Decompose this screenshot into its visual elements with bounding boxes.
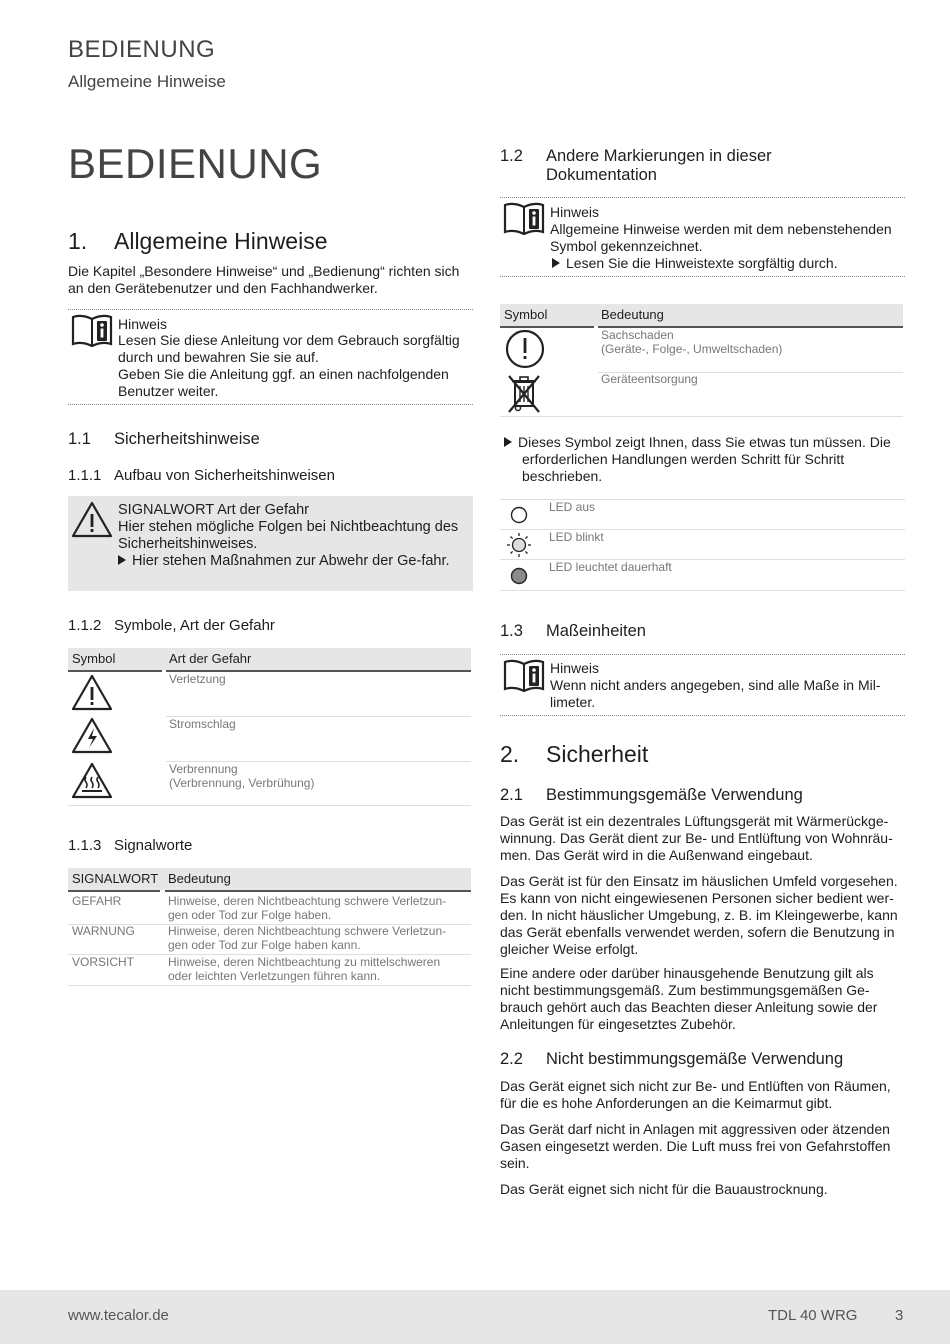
running-header-subtitle: Allgemeine Hinweise	[68, 72, 226, 91]
section-1-1-2-heading: 1.1.2 Symbole, Art der Gefahr	[68, 617, 275, 634]
paragraph: Das Gerät eignet sich nicht für die Bauaustrocknung.	[500, 1181, 828, 1197]
note-title: Hinweis	[550, 660, 600, 676]
action-arrow-icon	[552, 258, 560, 268]
action-arrow-icon	[118, 555, 126, 565]
paragraph: Eine andere oder darüber hinausgehende Benutzung gilt als nicht bestimmungsgemäß. Zum bestimmungsgemäßen Ge-brauch gehört auch das Beachten dieser Anleitung sowie der Anleitungen für eingesetztes Zubehör.	[500, 965, 878, 1032]
signal-word: WARNUNG	[72, 924, 135, 938]
section-1-2-heading: 1.2 Andere Markierungen in dieser	[500, 147, 772, 165]
table-header-meaning: Bedeutung	[601, 307, 664, 322]
section-1-1-1-heading: 1.1.1 Aufbau von Sicherheitshinweisen	[68, 467, 335, 484]
note-text: Wenn nicht anders angegeben, sind alle Maße in Mil-limeter.	[550, 677, 881, 710]
table-header-danger: Art der Gefahr	[169, 651, 252, 666]
danger-label: Verletzung	[169, 672, 226, 686]
paragraph: Das Gerät darf nicht in Anlagen mit aggressiven oder ätzenden Gasen eingesetzt werden. Die Luft muss frei von Gefahrstoffen sein.	[500, 1121, 891, 1171]
note-text-1: Lesen Sie diese Anleitung vor dem Gebrauch sorgfältig durch und bewahren Sie sie auf.	[118, 332, 460, 365]
section-1-3-heading: 1.3 Maßeinheiten	[500, 622, 646, 640]
signal-meaning: Hinweise, deren Nichtbeachtung schwere Verletzun-	[168, 924, 447, 938]
action-instruction: Dieses Symbol zeigt Ihnen, dass Sie etwas tun müssen. Die erforderlichen Handlungen werden Schritt für Schritt beschrieben.	[504, 434, 922, 485]
signal-word-title: SIGNALWORT Art der Gefahr	[118, 502, 309, 518]
book-info-icon	[70, 313, 114, 354]
table-header-bg	[68, 648, 471, 670]
action-arrow-icon	[504, 437, 512, 447]
hot-surface-icon	[70, 761, 114, 806]
footer-website-link[interactable]: www.tecalor.de	[68, 1307, 169, 1324]
warning-triangle-icon	[70, 500, 114, 545]
led-label: LED aus	[549, 500, 596, 514]
table-header-meaning: Bedeutung	[168, 871, 231, 886]
section-number: 1.	[68, 228, 88, 254]
signal-word-action: Hier stehen Maßnahmen zur Abwehr der Ge-fahr.	[118, 553, 476, 570]
section-2-2-heading: 2.2 Nicht bestimmungsgemäße Verwendung	[500, 1050, 844, 1068]
danger-label: Verbrennung	[169, 762, 238, 776]
note-title: Hinweis	[550, 204, 600, 220]
table-header-symbol: Symbol	[504, 307, 548, 322]
note-text-2: Geben Sie die Anleitung ggf. an einen nachfolgenden Benutzer weiter.	[118, 366, 449, 399]
footer-page-number: 3	[895, 1307, 904, 1324]
divider	[68, 309, 473, 310]
paragraph: Das Gerät eignet sich nicht zur Be- und Entlüften von Räumen, für die es hohe Anforderungen an die Keimarmut gibt.	[500, 1078, 891, 1111]
meaning-label: Sachschaden	[601, 328, 674, 342]
section-2-heading: 2. Sicherheit	[500, 741, 649, 767]
table-header-bg	[500, 304, 903, 326]
section-1-heading	[68, 228, 328, 255]
section-1-2-heading-line2: Dokumentation	[546, 166, 657, 184]
footer-model: TDL 40 WRG	[768, 1307, 858, 1324]
paragraph: Das Gerät ist ein dezentrales Lüftungsgerät mit Wärmerückge-winnung. Das Gerät dient zur Be- und Entlüftung von Wohnräu-men. Das Gerät wird in die Außenwand eingebaut.	[500, 813, 893, 863]
table-header-signalword: SIGNALWORT	[72, 871, 159, 886]
section-title: Allgemeine Hinweise	[114, 228, 328, 254]
electric-shock-icon	[70, 716, 114, 761]
meaning-label: Geräteentsorgung	[601, 372, 698, 386]
book-info-icon	[502, 201, 546, 242]
page-title: BEDIENUNG	[68, 140, 323, 187]
paragraph: Das Gerät ist für den Einsatz im häuslichen Umfeld vorgesehen. Es kann von nicht eingewiesenen Personen sicher bedient wer-den. In nicht häuslicher Umgebung, z. B. im Kleingewerbe, kann das Gerät ebenfalls verwendet werden, sofern die Benutzung in gleicher Weise erfolgt.	[500, 873, 898, 957]
signal-word: VORSICHT	[72, 955, 135, 969]
exclamation-circle-icon	[504, 328, 546, 375]
signal-meaning: gen oder Tod zur Folge haben kann.	[168, 938, 361, 952]
section-2-1-heading: 2.1 Bestimmungsgemäße Verwendung	[500, 786, 803, 804]
signal-word-consequence: Hier stehen mögliche Folgen bei Nichtbeachtung des Sicherheitshinweises.	[118, 519, 459, 552]
divider	[68, 404, 473, 405]
led-label: LED leuchtet dauerhaft	[549, 560, 672, 574]
note-title: Hinweis	[118, 316, 168, 332]
crossed-bin-icon	[504, 373, 544, 420]
led-label: LED blinkt	[549, 530, 604, 544]
table-header-symbol: Symbol	[72, 651, 116, 666]
signal-meaning: Hinweise, deren Nichtbeachtung zu mittelschweren	[168, 955, 441, 969]
section-1-intro: Die Kapitel „Besondere Hinweise“ und „Bedienung“ richten sich an den Gerätebenutzer und den Fachhandwerker.	[68, 263, 460, 296]
warning-triangle-icon	[70, 673, 114, 718]
signal-word: GEFAHR	[72, 894, 122, 908]
led-off-icon	[509, 505, 529, 530]
danger-label: Stromschlag	[169, 717, 236, 731]
signal-meaning: Hinweise, deren Nichtbeachtung schwere Verletzun-	[168, 894, 447, 908]
section-1-1-3-heading: 1.1.3 Signalworte	[68, 837, 193, 854]
signal-meaning: gen oder Tod zur Folge haben.	[168, 908, 332, 922]
danger-sublabel: (Verbrennung, Verbrühung)	[169, 776, 315, 790]
running-header-title: BEDIENUNG	[68, 36, 216, 63]
book-info-icon	[502, 658, 546, 699]
meaning-sublabel: (Geräte-, Folge-, Umweltschaden)	[601, 342, 783, 356]
led-on-icon	[509, 566, 529, 591]
note-text: Allgemeine Hinweise werden mit dem nebenstehenden Symbol gekennzeichnet.	[550, 221, 892, 254]
signal-meaning: oder leichten Verletzungen führen kann.	[168, 969, 381, 983]
section-1-1-heading: 1.1 Sicherheitshinweise	[68, 430, 260, 448]
note-action: Lesen Sie die Hinweistexte sorgfältig durch.	[552, 255, 908, 272]
